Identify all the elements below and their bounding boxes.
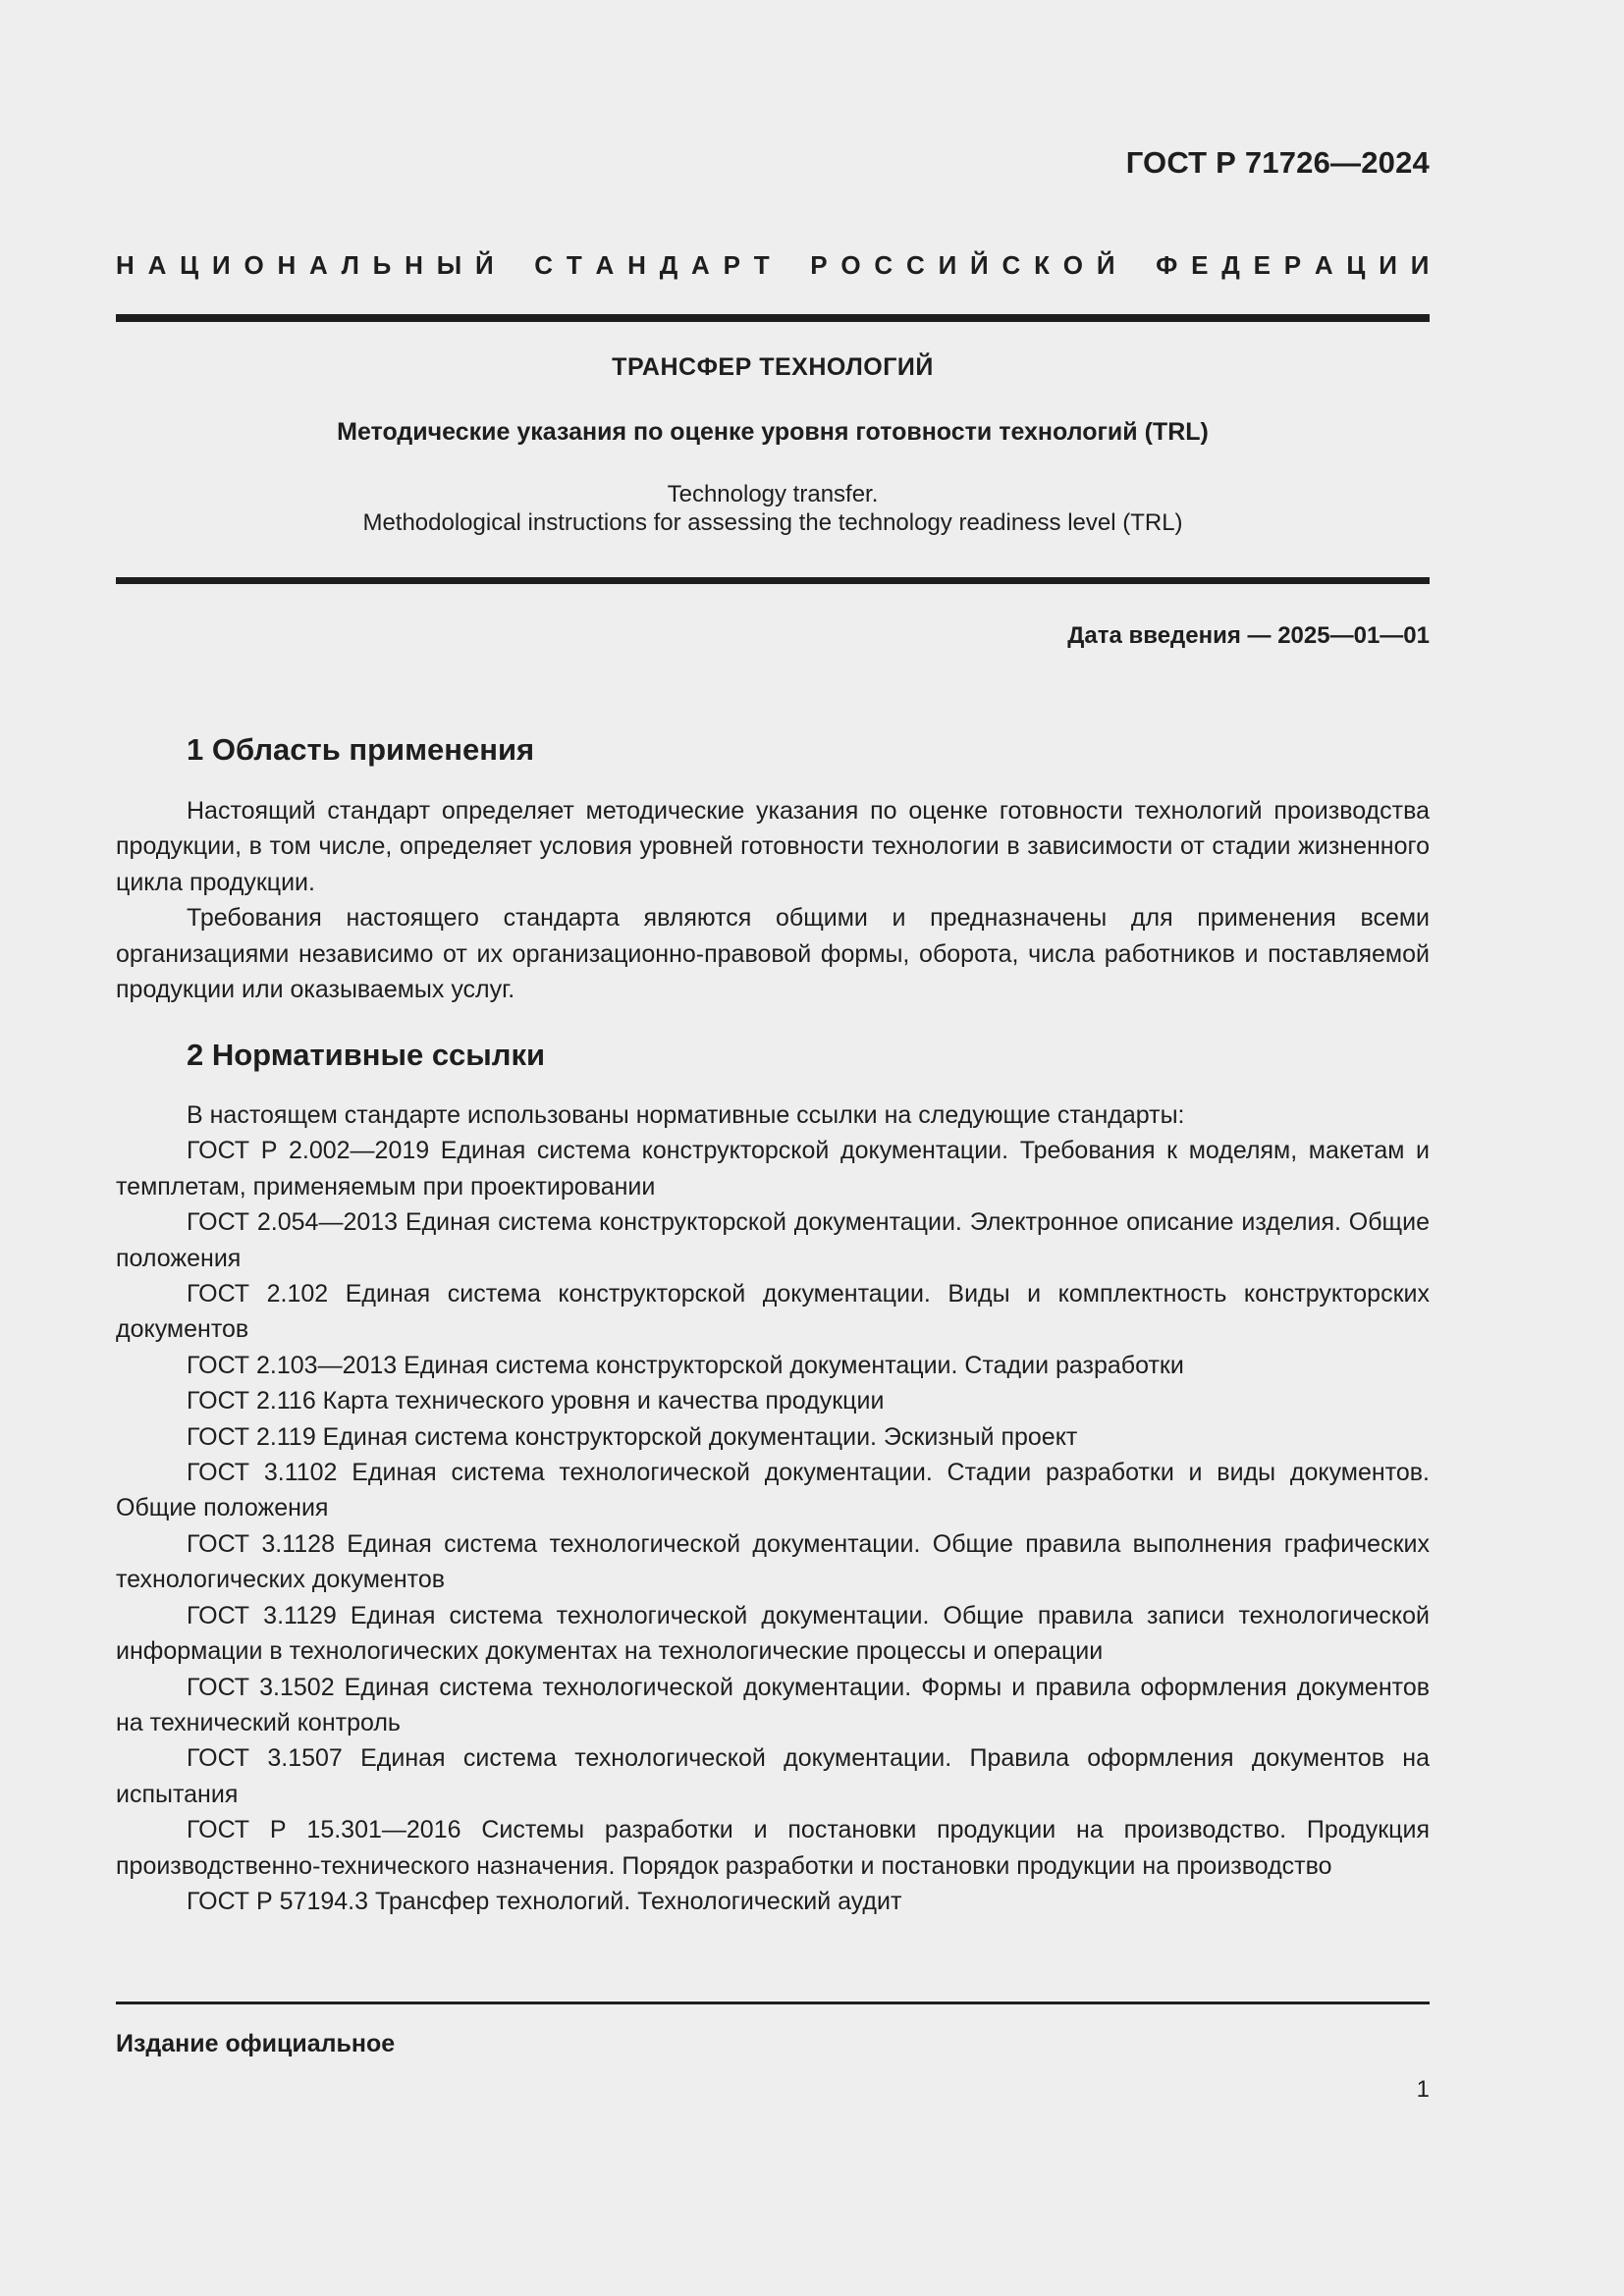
english-title-line-2: Methodological instructions for assessing the technology readiness level (TRL) (362, 509, 1183, 536)
english-title (116, 480, 1430, 537)
section-2-intro: В настоящем стандарте использованы нормативные ссылки на следующие стандарты: (187, 1101, 1185, 1129)
reference-item: ГОСТ 2.054—2013 Единая система конструкторской документации. Электронное описание изделия. Общие положения (116, 1208, 1430, 1272)
section-1-paragraph: Требования настоящего стандарта являются общими и предназначены для применения всеми организациями независимо от их организационно-правовой формы, оборота, числа работников и поставляемой продукции или оказываемых услуг. (116, 904, 1430, 1004)
national-standard-banner: Н А Ц И О Н А Л Ь Н Ы Й С Т А Н Д А Р Т Р О С С И Й С К О Й Ф Е Д Е Р А Ц И И (116, 250, 1430, 280)
reference-item: ГОСТ 2.103—2013 Единая система конструкторской документации. Стадии разработки (187, 1351, 1184, 1379)
section-2-heading: 2 Нормативные ссылки (187, 1038, 546, 1072)
introduction-date: Дата введения — 2025—01—01 (1067, 622, 1430, 649)
reference-item: ГОСТ 2.119 Единая система конструкторской документации. Эскизный проект (187, 1422, 1078, 1451)
reference-item: ГОСТ Р 57194.3 Трансфер технологий. Технологический аудит (187, 1887, 902, 1915)
section-1-body (116, 793, 1430, 1007)
title-bottom-rule (116, 577, 1430, 584)
reference-item: ГОСТ Р 15.301—2016 Системы разработки и постановки продукции на производство. Продукция производственно-технического назначения. Порядок разработки и постановки продукции на производство (116, 1816, 1430, 1880)
standard-subtitle: Методические указания по оценке уровня готовности технологий (TRL) (337, 418, 1209, 446)
section-2-body (116, 1097, 1430, 1919)
reference-item: ГОСТ 3.1128 Единая система технологической документации. Общие правила выполнения графических технологических документов (116, 1529, 1430, 1594)
top-rule (116, 314, 1430, 322)
page-number: 1 (1416, 2076, 1430, 2103)
doc-number: ГОСТ Р 71726—2024 (1125, 145, 1430, 180)
reference-item: ГОСТ Р 2.002—2019 Единая система конструкторской документации. Требования к моделям, макетам и темплетам, применяемым при проектировании (116, 1137, 1430, 1201)
section-1-heading: 1 Область применения (187, 732, 535, 767)
section-1-paragraph: Настоящий стандарт определяет методические указания по оценке готовности технологий производства продукции, в том числе, определяет условия уровней готовности технологии в зависимости от стадии жизненного цикла продукции. (116, 797, 1430, 896)
reference-item: ГОСТ 3.1502 Единая система технологической документации. Формы и правила оформления документов на технический контроль (116, 1673, 1430, 1736)
reference-item: ГОСТ 3.1129 Единая система технологической документации. Общие правила записи технологической информации в технологических документах на технологические процессы и операции (116, 1601, 1430, 1666)
standard-title: ТРАНСФЕР ТЕХНОЛОГИЙ (612, 353, 934, 381)
reference-item: ГОСТ 3.1507 Единая система технологической документации. Правила оформления документов на испытания (116, 1744, 1430, 1808)
reference-item: ГОСТ 3.1102 Единая система технологической документации. Стадии разработки и виды документов. Общие положения (116, 1459, 1430, 1522)
reference-item: ГОСТ 2.116 Карта технического уровня и качества продукции (187, 1387, 885, 1415)
reference-item: ГОСТ 2.102 Единая система конструкторской документации. Виды и комплектность конструкторских документов (116, 1280, 1430, 1344)
english-title-line-1: Technology transfer. (667, 481, 879, 507)
official-edition-label: Издание официальное (116, 2030, 396, 2057)
footer-rule (116, 2002, 1430, 2004)
document-page (116, 0, 1430, 2296)
